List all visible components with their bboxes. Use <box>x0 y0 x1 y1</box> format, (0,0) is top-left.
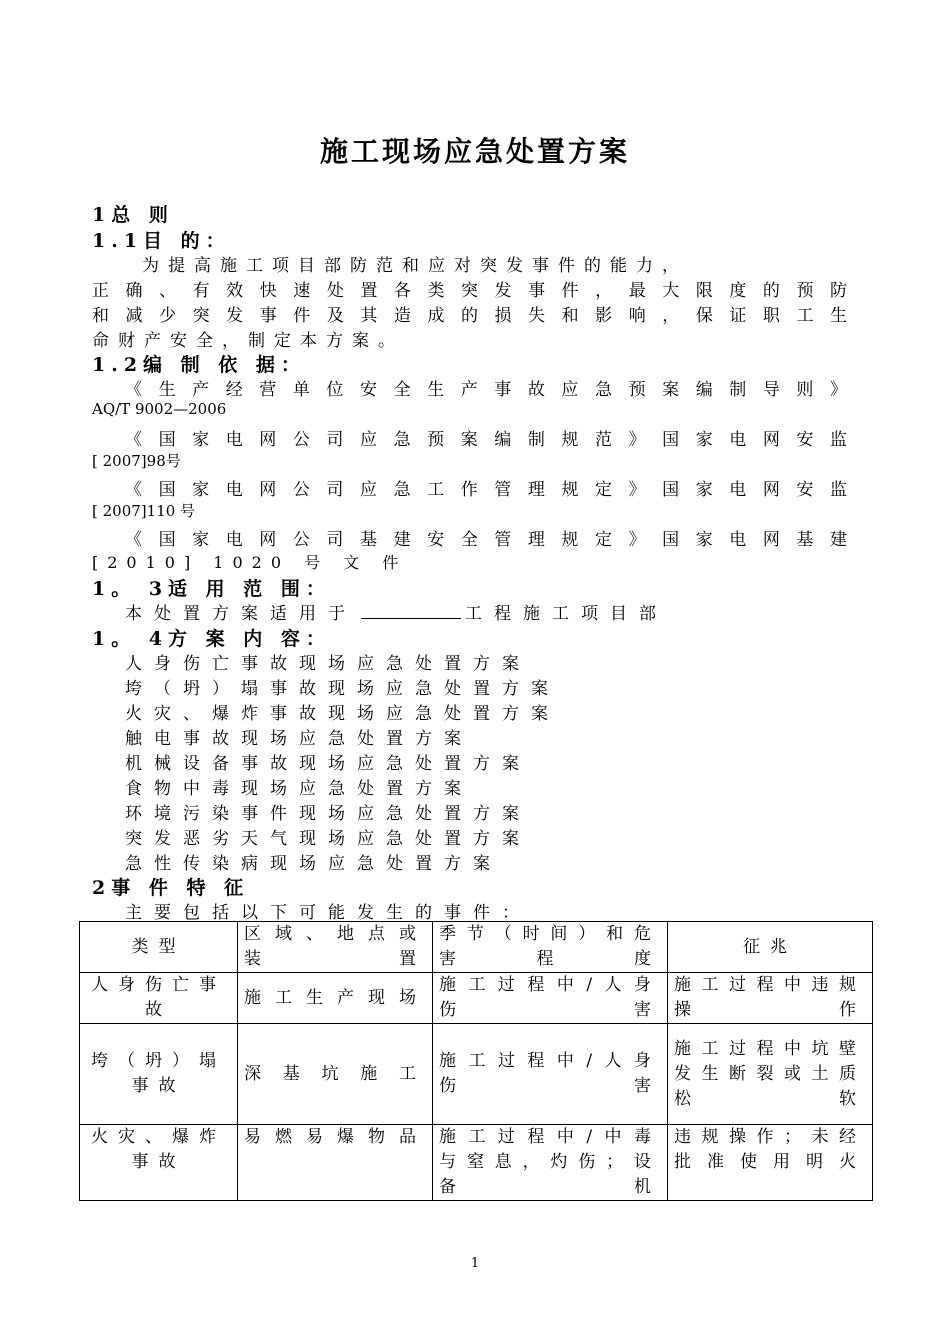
cell-location: 易燃易爆物品 <box>238 1125 433 1201</box>
paragraph-line: 和减少突发事件及其造成的损失和影响，保证职工生 <box>92 306 847 326</box>
header-type: 类型 <box>80 922 238 973</box>
reference-line: [ 2007]98号 <box>92 452 181 470</box>
scope-line <box>125 599 668 624</box>
paragraph-line: 为提高施工项目部防范和应对突发事件的能力， <box>142 256 688 276</box>
section-2-intro: 主要包括以下可能发生的事件： <box>125 903 531 923</box>
reference-line: [ 2007]110 号 <box>92 502 196 520</box>
section-1-heading: 1总 则 <box>92 204 174 226</box>
plan-list-item: 环境污染事件现场应急处置方案 <box>125 804 531 824</box>
reference-line: 《国家电网公司基建安全管理规定》国家电网基建 <box>125 530 847 550</box>
plan-list-item: 垮（坍）塌事故现场应急处置方案 <box>125 679 560 699</box>
table-header-row <box>80 922 873 973</box>
reference-line: 《生产经营单位安全生产事故应急预案编制导则》 <box>125 380 847 400</box>
project-name-blank <box>361 604 461 619</box>
cell-season: 施工过程中/人身伤害 <box>433 1024 668 1125</box>
table-row <box>80 1125 873 1201</box>
plan-list-item: 机械设备事故现场应急处置方案 <box>125 754 531 774</box>
page-number: 1 <box>470 1256 480 1271</box>
scope-text-post: 工程施工项目部 <box>465 604 668 624</box>
reference-line: AQ/T 9002—2006 <box>92 400 227 418</box>
event-table <box>79 921 873 1201</box>
cell-signs: 施工过程中违规操作 <box>668 973 873 1024</box>
plan-list-item: 人身伤亡事故现场应急处置方案 <box>125 654 531 674</box>
plan-list-item: 食物中毒现场应急处置方案 <box>125 779 473 799</box>
section-1-2-heading: 1.2编 制 依 据： <box>92 354 306 376</box>
section-1-4-heading: 1。 4方 案 内 容： <box>92 628 331 650</box>
cell-season: 施工过程中/中毒与窒息，灼伤；设备机 <box>433 1125 668 1201</box>
cell-location: 深基坑施工 <box>238 1024 433 1125</box>
cell-signs: 施工过程中坑壁发生断裂或土质松软 <box>668 1024 873 1125</box>
reference-line: 《国家电网公司应急工作管理规定》国家电网安监 <box>125 480 847 500</box>
plan-list-item: 触电事故现场应急处置方案 <box>125 729 473 749</box>
header-location: 区域、地点或装置 <box>238 922 433 973</box>
cell-type: 人身伤亡事故 <box>80 973 238 1024</box>
section-2-heading: 2事 件 特 征 <box>92 877 250 899</box>
section-1-3-heading: 1。 3适 用 范 围： <box>92 578 331 600</box>
header-season: 季节（时间）和危害程度 <box>433 922 668 973</box>
cell-signs: 违规操作；未经批准使用明火 <box>668 1125 873 1201</box>
scope-text-pre: 本处置方案适用于 <box>125 604 357 624</box>
section-1-1-heading: 1.1目 的： <box>92 230 231 252</box>
plan-list-item: 急性传染病现场应急处置方案 <box>125 854 502 874</box>
reference-line: [2010] 1020 号 文 件 <box>92 553 408 572</box>
plan-list-item: 突发恶劣天气现场应急处置方案 <box>125 829 531 849</box>
cell-type: 垮（坍）塌事故 <box>80 1024 238 1125</box>
paragraph-line: 命财产安全，制定本方案。 <box>92 331 404 351</box>
plan-list-item: 火灾、爆炸事故现场应急处置方案 <box>125 704 560 724</box>
header-signs: 征兆 <box>668 922 873 973</box>
table-row <box>80 1024 873 1125</box>
cell-location: 施工生产现场 <box>238 973 433 1024</box>
cell-type: 火灾、爆炸事故 <box>80 1125 238 1201</box>
cell-season: 施工过程中/人身伤害 <box>433 973 668 1024</box>
table-row <box>80 973 873 1024</box>
paragraph-line: 正确、有效快速处置各类突发事件，最大限度的预防 <box>92 281 847 301</box>
document-title: 施工现场应急处置方案 <box>319 135 630 168</box>
reference-line: 《国家电网公司应急预案编制规范》国家电网安监 <box>125 430 847 450</box>
